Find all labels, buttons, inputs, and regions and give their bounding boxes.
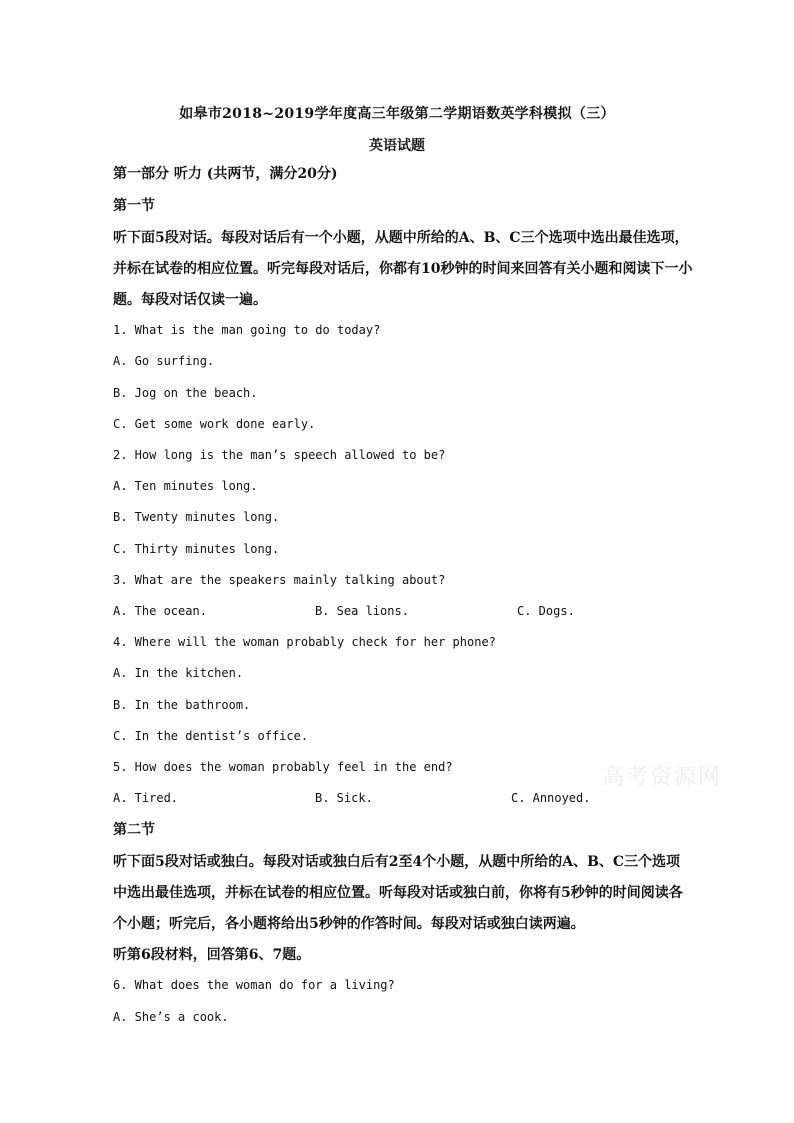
part1-heading: 第一部分 听力 (共两节，满分20分) (113, 166, 338, 182)
question-4-option-c: C. In the dentist’s office. (113, 729, 309, 743)
question-3-options (113, 604, 713, 620)
question-6-option-a: A. She’s a cook. (113, 1010, 229, 1024)
question-6-stem: 6. What does the woman do for a living? (113, 978, 395, 992)
page-title: 如皋市2018~2019学年度高三年级第二学期语数英学科模拟（三） (179, 106, 615, 122)
material-6-heading: 听第6段材料，回答第6、7题。 (113, 947, 311, 963)
question-5-option-c: C. Annoyed. (511, 791, 591, 805)
question-3-option-a: A. The ocean. (113, 604, 207, 618)
question-5-option-b: B. Sick. (315, 791, 373, 805)
question-3-stem: 3. What are the speakers mainly talking about? (113, 573, 446, 587)
question-2-option-c: C. Thirty minutes long. (113, 542, 280, 556)
question-1-option-a: A. Go surfing. (113, 354, 215, 368)
watermark: 高考资源网 (602, 765, 723, 790)
question-1-stem: 1. What is the man going to do today? (113, 323, 381, 337)
page-subtitle: 英语试题 (369, 138, 425, 154)
question-5-stem: 5. How does the woman probably feel in the end? (113, 760, 453, 774)
question-5-option-a: A. Tired. (113, 791, 179, 805)
question-1-option-b: B. Jog on the beach. (113, 386, 258, 400)
section1-instructions: 听下面5段对话。每段对话后有一个小题，从题中所给的A、B、C三个选项中选出最佳选项，并标在试卷的相应位置。听完每段对话后，你都有10秒钟的时间来回答有关小题和阅读下一小题。每段对话仅读一遍。 (113, 230, 693, 308)
question-2-stem: 2. How long is the man’s speech allowed to be? (113, 448, 446, 462)
question-4-stem: 4. Where will the woman probably check for her phone? (113, 635, 496, 649)
question-2-option-a: A. Ten minutes long. (113, 479, 258, 493)
question-4-option-b: B. In the bathroom. (113, 698, 251, 712)
question-3-option-b: B. Sea lions. (315, 604, 409, 618)
section2-heading: 第二节 (113, 822, 155, 838)
question-2-option-b: B. Twenty minutes long. (113, 510, 280, 524)
question-3-option-c: C. Dogs. (517, 604, 575, 618)
question-4-option-a: A. In the kitchen. (113, 666, 244, 680)
section2-instructions: 听下面5段对话或独白。每段对话或独白后有2至4个小题，从题中所给的A、B、C三个选项中选出最佳选项，并标在试卷的相应位置。听每段对话或独白前，你将有5秒钟的时间阅读各个小题；听完后，各小题将给出5秒钟的作答时间。每段对话或独白读两遍。 (113, 854, 683, 932)
question-5-options (113, 791, 713, 807)
section1-heading: 第一节 (113, 198, 155, 214)
question-1-option-c: C. Get some work done early. (113, 417, 316, 431)
